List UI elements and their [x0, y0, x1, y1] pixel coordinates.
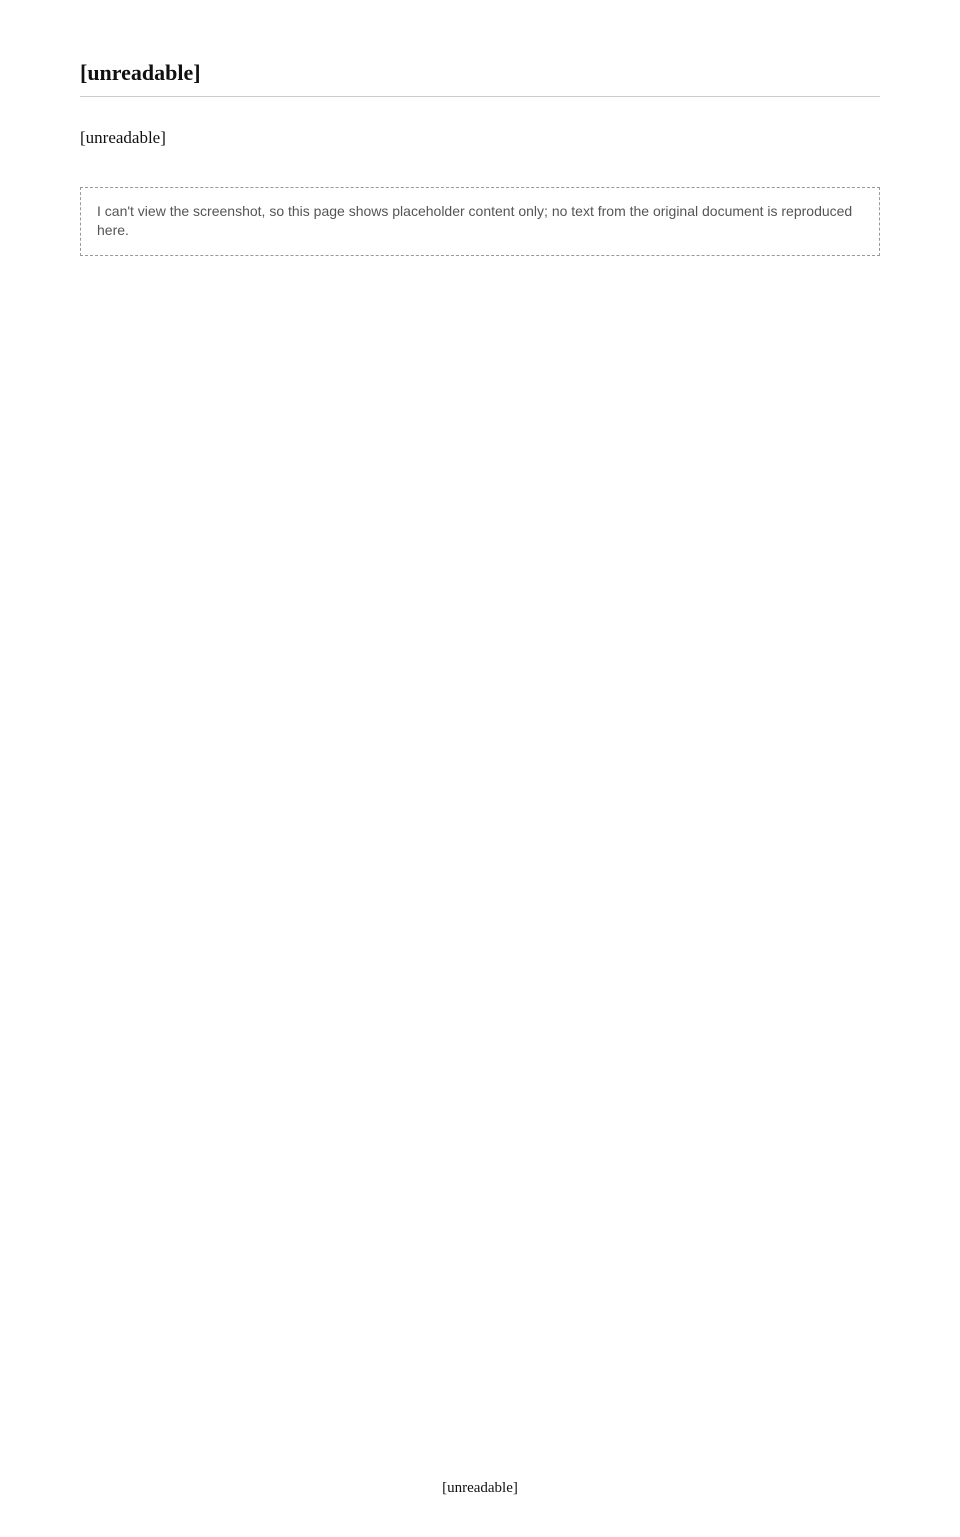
document-footer — [0, 1480, 960, 1497]
document-body — [80, 125, 880, 151]
document-header — [80, 60, 880, 97]
page-number: [unreadable] — [442, 1480, 518, 1496]
document-title: [unreadable] — [80, 60, 201, 85]
document-paragraph: [unreadable] — [80, 128, 166, 147]
placeholder-notice: I can't view the screenshot, so this page shows placeholder content only; no text from the original document is reproduced here. — [80, 187, 880, 256]
